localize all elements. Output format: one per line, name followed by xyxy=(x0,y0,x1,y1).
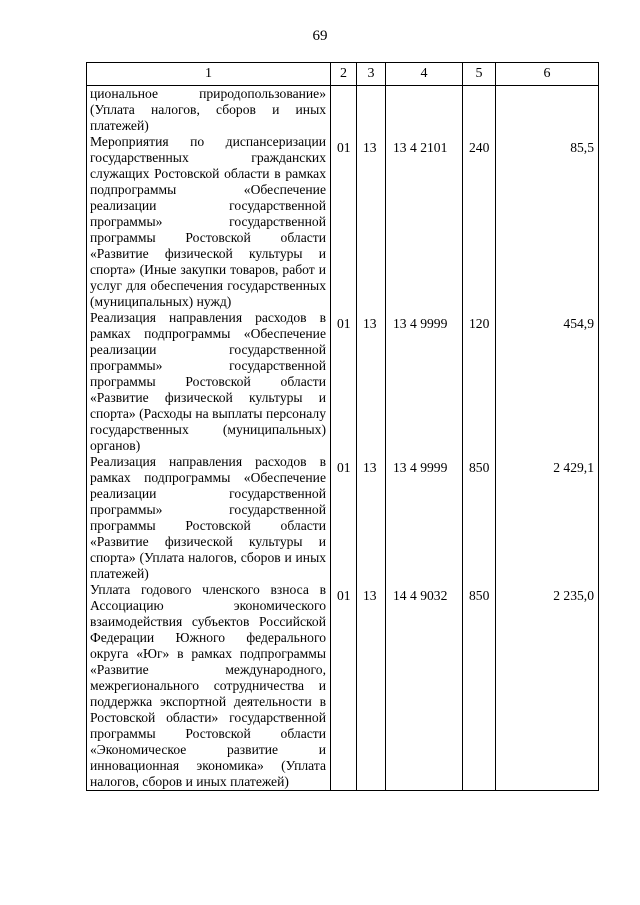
row-amount: 454,9 xyxy=(496,310,599,454)
row-section-code: 01 xyxy=(331,454,357,582)
row-section-code: 01 xyxy=(331,582,357,791)
row-expense-type: 850 xyxy=(463,582,496,791)
column-header-3: 3 xyxy=(357,63,386,86)
column-header-4: 4 xyxy=(386,63,463,86)
page-number: 69 xyxy=(312,28,328,44)
table-header-row xyxy=(87,63,599,86)
row-subsection-code: 13 xyxy=(357,454,386,582)
row-subsection-code: 13 xyxy=(357,582,386,791)
row-subsection-code: 13 xyxy=(357,134,386,310)
row-expense-type xyxy=(463,86,496,135)
column-header-1: 1 xyxy=(87,63,331,86)
row-expense-type: 240 xyxy=(463,134,496,310)
row-description: Уплата годового членского взноса в Ассоциацию экономического взаимодействия субъектов Российской Федерации Южного федерального округа «Юг» в рамках подпрограммы «Развитие международного, межрегионального сотрудничества и поддержка экспортной деятельности в Ростовской области» государственной программы Ростовской области «Экономическое развитие и инновационная экономика» (Уплата налогов, сборов и иных платежей) xyxy=(87,582,331,791)
row-amount xyxy=(496,86,599,135)
row-target-article xyxy=(386,86,463,135)
table-row xyxy=(87,86,599,135)
table-row xyxy=(87,454,599,582)
row-expense-type: 120 xyxy=(463,310,496,454)
row-amount: 2 429,1 xyxy=(496,454,599,582)
row-subsection-code: 13 xyxy=(357,310,386,454)
table-row xyxy=(87,582,599,791)
row-amount: 85,5 xyxy=(496,134,599,310)
row-target-article: 13 4 9999 xyxy=(386,454,463,582)
row-expense-type: 850 xyxy=(463,454,496,582)
column-header-2: 2 xyxy=(331,63,357,86)
row-target-article: 13 4 9999 xyxy=(386,310,463,454)
row-section-code: 01 xyxy=(331,134,357,310)
column-header-6: 6 xyxy=(496,63,599,86)
row-section-code xyxy=(331,86,357,135)
row-section-code: 01 xyxy=(331,310,357,454)
table-row xyxy=(87,310,599,454)
row-description: Реализация направления расходов в рамках подпрограммы «Обеспечение реализации государственной программы» государственной программы Ростовской области «Развитие физической культуры и спорта» (Уплата налогов, сборов и иных платежей) xyxy=(87,454,331,582)
row-description: циональное природопользование» (Уплата налогов, сборов и иных платежей) xyxy=(87,86,331,135)
budget-table xyxy=(86,62,599,791)
table-row xyxy=(87,134,599,310)
row-target-article: 13 4 2101 xyxy=(386,134,463,310)
row-amount: 2 235,0 xyxy=(496,582,599,791)
row-target-article: 14 4 9032 xyxy=(386,582,463,791)
column-header-5: 5 xyxy=(463,63,496,86)
row-subsection-code xyxy=(357,86,386,135)
row-description: Мероприятия по диспансеризации государственных гражданских служащих Ростовской области в рамках подпрограммы «Обеспечение реализации государственной программы» государственной программы Ростовской области «Развитие физической культуры и спорта» (Иные закупки товаров, работ и услуг для обеспечения государственных (муниципальных) нужд) xyxy=(87,134,331,310)
row-description: Реализация направления расходов в рамках подпрограммы «Обеспечение реализации государственной программы» государственной программы Ростовской области «Развитие физической культуры и спорта» (Расходы на выплаты персоналу государственных (муниципальных) органов) xyxy=(87,310,331,454)
